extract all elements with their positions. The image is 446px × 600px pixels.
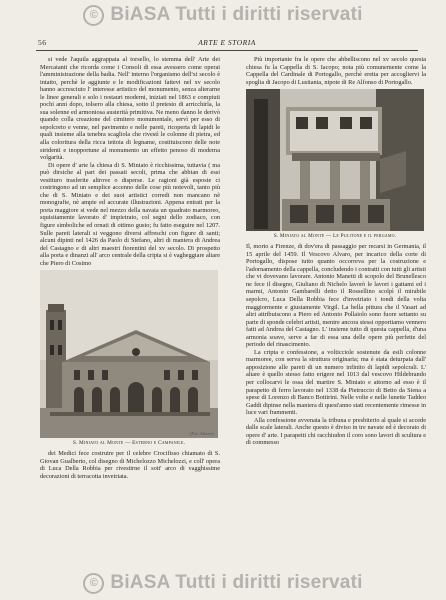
- right-paragraph-2: Il, morto a Firenze, di dov'era di passaggio per recarsi in Germania, il 15 aprile del 1459. Il Vescovo Alvaro, per incarico della corte di Portogallo, dispose tutto quanto occorreva per la costruzione e l'adornamento della cappella, concludendo i contratti con tutti gli artisti che vi dovevano lavorare. Antonio Manetti di scopolo del Brunellesco ne fece il disegno, Giuliano di Nichelo lavorò le lavori i gattami ed i marmi, Antonio Gambarelli detto il Rossellino scolpì il mirabile sepolcro, Luca Della Robbia fece d'invetriato i tondi della volta maggiormente e giustamente Virgil. La bella pittura che il Vasari ad altri attribuiscono a Piero ed Antonio Pollaiolo sono fuore settanto su parte di sponde celebri artisti, mentre ancora stessi opportiamo vennero fatti ad Andrea del Castagno. L' insieme tutto di questa cappella, d'una armonia soave, serve a far di essa una delle opere più perfette del periodo del rinascimento.: [246, 243, 426, 349]
- left-paragraph-2: Di opere d' arte la chiesa di S. Miniato è ricchissima, tuttavia ( ma può dirsiche al pari dei passati secoli, prima che abbian di essi vestituro trasferite altrove o disperse. Le ragioni già esposte ci costringono ad un semplice accenno delle cose più notevoli, tanto più che di S. Miniato e dei suoi artistici corredi non mancano nè monografie, nè ampie ed accurate illustrazioni. Appena entrati per la porta maggiore si vede nel mezzo della navata un quadrato marmoreo, squisitamente lavorato d' impietrato, col segni dello zodiaco, con figure simboliche ed ornati di ottimo gusto; fu fatto eseguire nel 1207. Sulle pareti laterali si veggono diversi affreschi con figure di santi; alcuni dipinti nel 1426 da Paolo di Stefano, altri di maniera di Andrea del Castagno e di altri maestri fiorentini del xv secolo. Di prospetto alla porta e dinanzi all' arco centrale della cripta si è vagheggiare altare che Piero di Cosimo: [40, 161, 220, 267]
- watermark-top: [0, 4, 446, 26]
- left-paragraph-1: si vede l'aquila aggrappata al torsello, lo stemma dell' Arte dei Mercatanti che ricorda come i Consoli di essa avessero come operai l'amministrazione della badia. Nell' interno l'organismo dell'xi secolo è intatto, perchè le aggiunte e le modificazioni fattevi nel xv secolo hanno accresciuto l' interesse artistico del monumento, senza alterarne le linee generali e solo i restauri moderni, iniziati nel 1863 e compiuti pochi anni dopo, tolsero alla chiesa, sotto il pretesto di arricchirla, la sua solenne ed armoniosa austerità primitiva. Ne meno danno le derivò quando colla creazione del cimitero monumentale, servì per esso di sepolcreto e venne, nel pavimento e nelle pareti, ricoperta di lapidi le quali insieme alla tenebra scagliola che rivestì le colonne di pietra, ed alla coloritura della ricca tettoia di legname, costituiscono delle note stridenti e inopportune al monumento un effetto penoso di moderna volgarità.: [40, 56, 220, 162]
- right-paragraph-1: Più importante fra le opere che abbelliscono nel xv secolo questa chiesa fu la Cappella di S. Iacopo; nota più comunemente come la Cappella del Cardinale di Portogallo, perchè eretta per accogliervi la spoglia di Jacopo di Lusitania, nipote di Re Alfonso di Portogallo.: [246, 56, 426, 86]
- journal-title: ARTE E STORIA: [198, 38, 256, 47]
- church-facade-illustration: [40, 270, 218, 438]
- copyright-icon: ©: [83, 5, 104, 26]
- running-header: [36, 36, 418, 51]
- watermark-text: BiASA Tutti i diritti riservati: [110, 572, 363, 593]
- watermark-bottom: [0, 572, 446, 594]
- right-paragraph-4: Alla confessione avvenata la tribuna e presbiterio al quale si accede dalle scale laterali. Anche questo è diviso in tre navate ed è decorato di opere d' arte. I parapetti chi racchiudon il coro sono lavori di scultura e di commesso: [246, 416, 426, 447]
- page-number: 56: [38, 38, 47, 47]
- left-paragraph-3: dei Medici fece costruire per il celebre Crocifisso chiamato di S. Giovan Gualberto, col disegno di Michelozzo Michelozzi, e coll' opera di Luca Della Robbia per rivestirne il sott' arco di vagghissime decorazioni di terracotta invetriata.: [40, 450, 220, 480]
- right-column: [246, 56, 426, 447]
- photo-credit-right: (Fot. Alinari): [395, 224, 420, 230]
- photo-credit-left: (Fot. Alinari): [189, 431, 214, 437]
- left-column: [40, 56, 220, 481]
- church-exterior-photo: [40, 270, 218, 446]
- pulpit-interior-illustration: [246, 89, 424, 231]
- right-paragraph-3: La cripta e confessione, a volticciole sostenute da esili colonne marmoree, con serva la struttura originaria; ma è stata deturpata dall' apposizione alle pareti di un numero infinito di lapidi sepolcrali. L' altare è quello stesso fatto erigere nel 1013 dal vescovo Hildebrando per collocarvi le ossa del martire S. Miniato e attorno ad esso è il parapetto di ferro lavorato nel 1338 da Pietruccio di Betto da Siena a spese di Lorenzo di Banco Bottirini. Nelle volte e nelle lunette Taddeo Gaddi dipinse nella maniera di quest'anno stati recentemente rimesse in luce vari frammenti.: [246, 348, 427, 417]
- left-figure-caption: S. Miniato al Monte — Esterno e Campanile.: [72, 440, 186, 447]
- right-figure-caption: S. Miniato al Monte — Le Pulitone e il pergamo.: [273, 233, 397, 240]
- watermark-text: BiASA Tutti i diritti riservati: [110, 4, 363, 25]
- copyright-icon: ©: [83, 573, 104, 594]
- pulpit-photo: [246, 89, 424, 239]
